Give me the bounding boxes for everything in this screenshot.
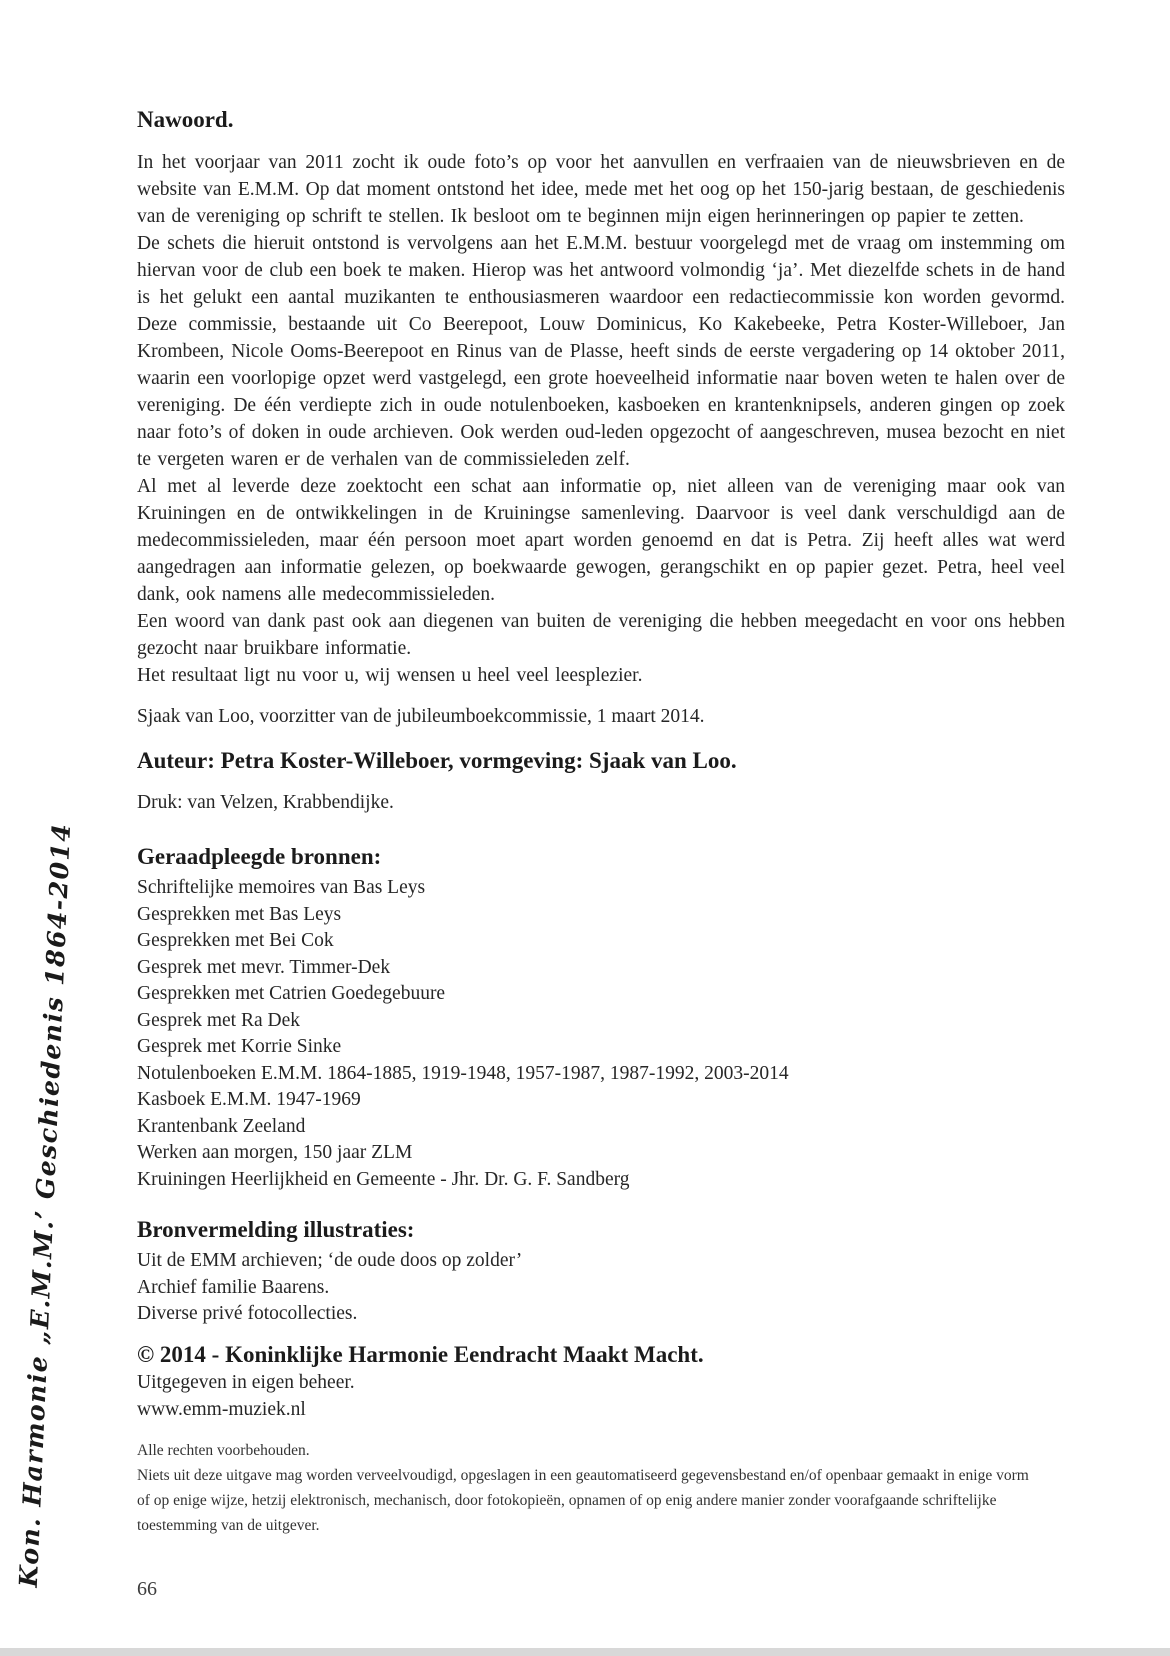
source-item: Krantenbank Zeeland [137,1115,306,1137]
page-number: 66 [137,1578,157,1600]
source-item: Gesprekken met Bei Cok [137,930,334,951]
source-item: Gesprek met Ra Dek [137,1009,300,1031]
source-item: Schriftelijke memoires van Bas Leys [137,877,426,898]
copyright-website: www.emm-muziek.nl [137,1398,306,1420]
signature-line: Sjaak van Loo, voorzitter van de jubileumboekcommissie, 1 maart 2014. [137,706,705,727]
afterword-body [137,149,1065,689]
copyright-lines [137,1369,1065,1423]
body-paragraph: In het voorjaar van 2011 zocht ik oude foto’s op voor het aanvullen en verfraaien van de nieuwsbrieven en de website van E.M.M. Op dat moment ontstond het idee, mede met het oog op het 150-jarig bestaan, de geschiedenis van de vereniging op schrift te stellen. Ik besloot om te beginnen mijn eigen herinneringen op papier te zetten. [137,152,1065,227]
page-title: Nawoord. [137,107,234,132]
body-paragraph: Het resultaat ligt nu voor u, wij wensen u heel veel leesplezier. [137,665,643,686]
rights-reserved-line: Alle rechten voorbehouden. [137,1441,310,1459]
author-heading: Auteur: Petra Koster-Willeboer, vormgeving: Sjaak van Loo. [137,748,737,773]
copyright-heading: © 2014 - Koninklijke Harmonie Eendracht Maakt Macht. [137,1341,704,1367]
sources-heading: Geraadpleegde bronnen: [137,844,382,869]
copyright-publisher-line: Uitgegeven in eigen beheer. [137,1371,355,1393]
rights-block [137,1438,1065,1538]
body-paragraph: Een woord van dank past ook aan diegenen van buiten de vereniging die hebben meegedacht en voor ons hebben gezocht naar bruikbare informatie. [137,611,1065,659]
body-paragraph: Al met al leverde deze zoektocht een schat aan informatie op, niet alleen van de vereniging maar ook van Kruiningen en de ontwikkelingen in de Kruiningse samenleving. Daarvoor is veel dank verschuldigd aan de medecommissieleden, maar één persoon moet apart worden genoemd en dat is Petra. Zij heeft alles wat werd aangedragen aan informatie gelezen, op boekwaarde gewogen, gerangschikt en op papier gezet. Petra, heel veel dank, ook namens alle medecommissieleden. [137,476,1065,605]
source-item: Gesprekken met Catrien Goedegebuure [137,983,446,1004]
page-column [137,106,1065,1538]
illustration-item: Archief familie Baarens. [137,1276,330,1298]
sources-list [137,875,1065,1193]
source-item: Kasboek E.M.M. 1947-1969 [137,1089,361,1110]
source-item: Gesprekken met Bas Leys [137,903,342,925]
source-item: Gesprek met Korrie Sinke [137,1036,342,1057]
illustrations-heading: Bronvermelding illustraties: [137,1217,415,1242]
spine-text: Kon. Harmonie „E.M.M.’ Geschiedenis 1864-2014 [13,822,77,1588]
source-item: Gesprek met mevr. Timmer-Dek [137,956,391,978]
print-line: Druk: van Velzen, Krabbendijke. [137,792,394,813]
source-item: Notulenboeken E.M.M. 1864-1885, 1919-1948, 1957-1987, 1987-1992, 2003-2014 [137,1062,789,1084]
page-bottom-edge [0,1648,1170,1656]
body-paragraph: De schets die hieruit ontstond is vervolgens aan het E.M.M. bestuur voorgelegd met de vraag om instemming om hiervan voor de club een boek te maken. Hierop was het antwoord volmondig ‘ja’. Met diezelfde schets in de hand is het gelukt een aantal muzikanten te enthousiasmeren waardoor een redactiecommissie kon worden gevormd. Deze commissie, bestaande uit Co Beerepoot, Louw Dominicus, Ko Kakebeeke, Petra Koster-Willeboer, Jan Krombeen, Nicole Ooms-Beerepoot en Rinus van de Plasse, heeft sinds de eerste vergadering op 14 oktober 2011, waarin een voorlopige opzet werd vastgelegd, een grote hoeveelheid informatie naar boven weten te halen over de vereniging. De één verdiepte zich in oude notulenboeken, kasboeken en krantenknipsels, anderen gingen op zoek naar foto’s of doken in oude archieven. Ook werden oud-leden opgezocht of aangeschreven, musea bezocht en niet te vergeten waren er de verhalen van de commissieleden zelf. [137,233,1065,470]
source-item: Werken aan morgen, 150 jaar ZLM [137,1142,413,1163]
illustration-item: Diverse privé fotocollecties. [137,1303,358,1324]
illustrations-list [137,1248,1065,1328]
rights-paragraph: Niets uit deze uitgave mag worden verveelvoudigd, opgeslagen in een geautomatiseerd gegevensbestand en/of openbaar gemaakt in enige vorm of op enige wijze, hetzij elektronisch, mechanisch, door fotokopieën, opnamen of op enig andere manier zonder voorafgaande schriftelijke toestemming van de uitgever. [137,1466,1029,1534]
source-item: Kruiningen Heerlijkheid en Gemeente - Jhr. Dr. G. F. Sandberg [137,1168,630,1190]
illustration-item: Uit de EMM archieven; ‘de oude doos op zolder’ [137,1250,523,1271]
